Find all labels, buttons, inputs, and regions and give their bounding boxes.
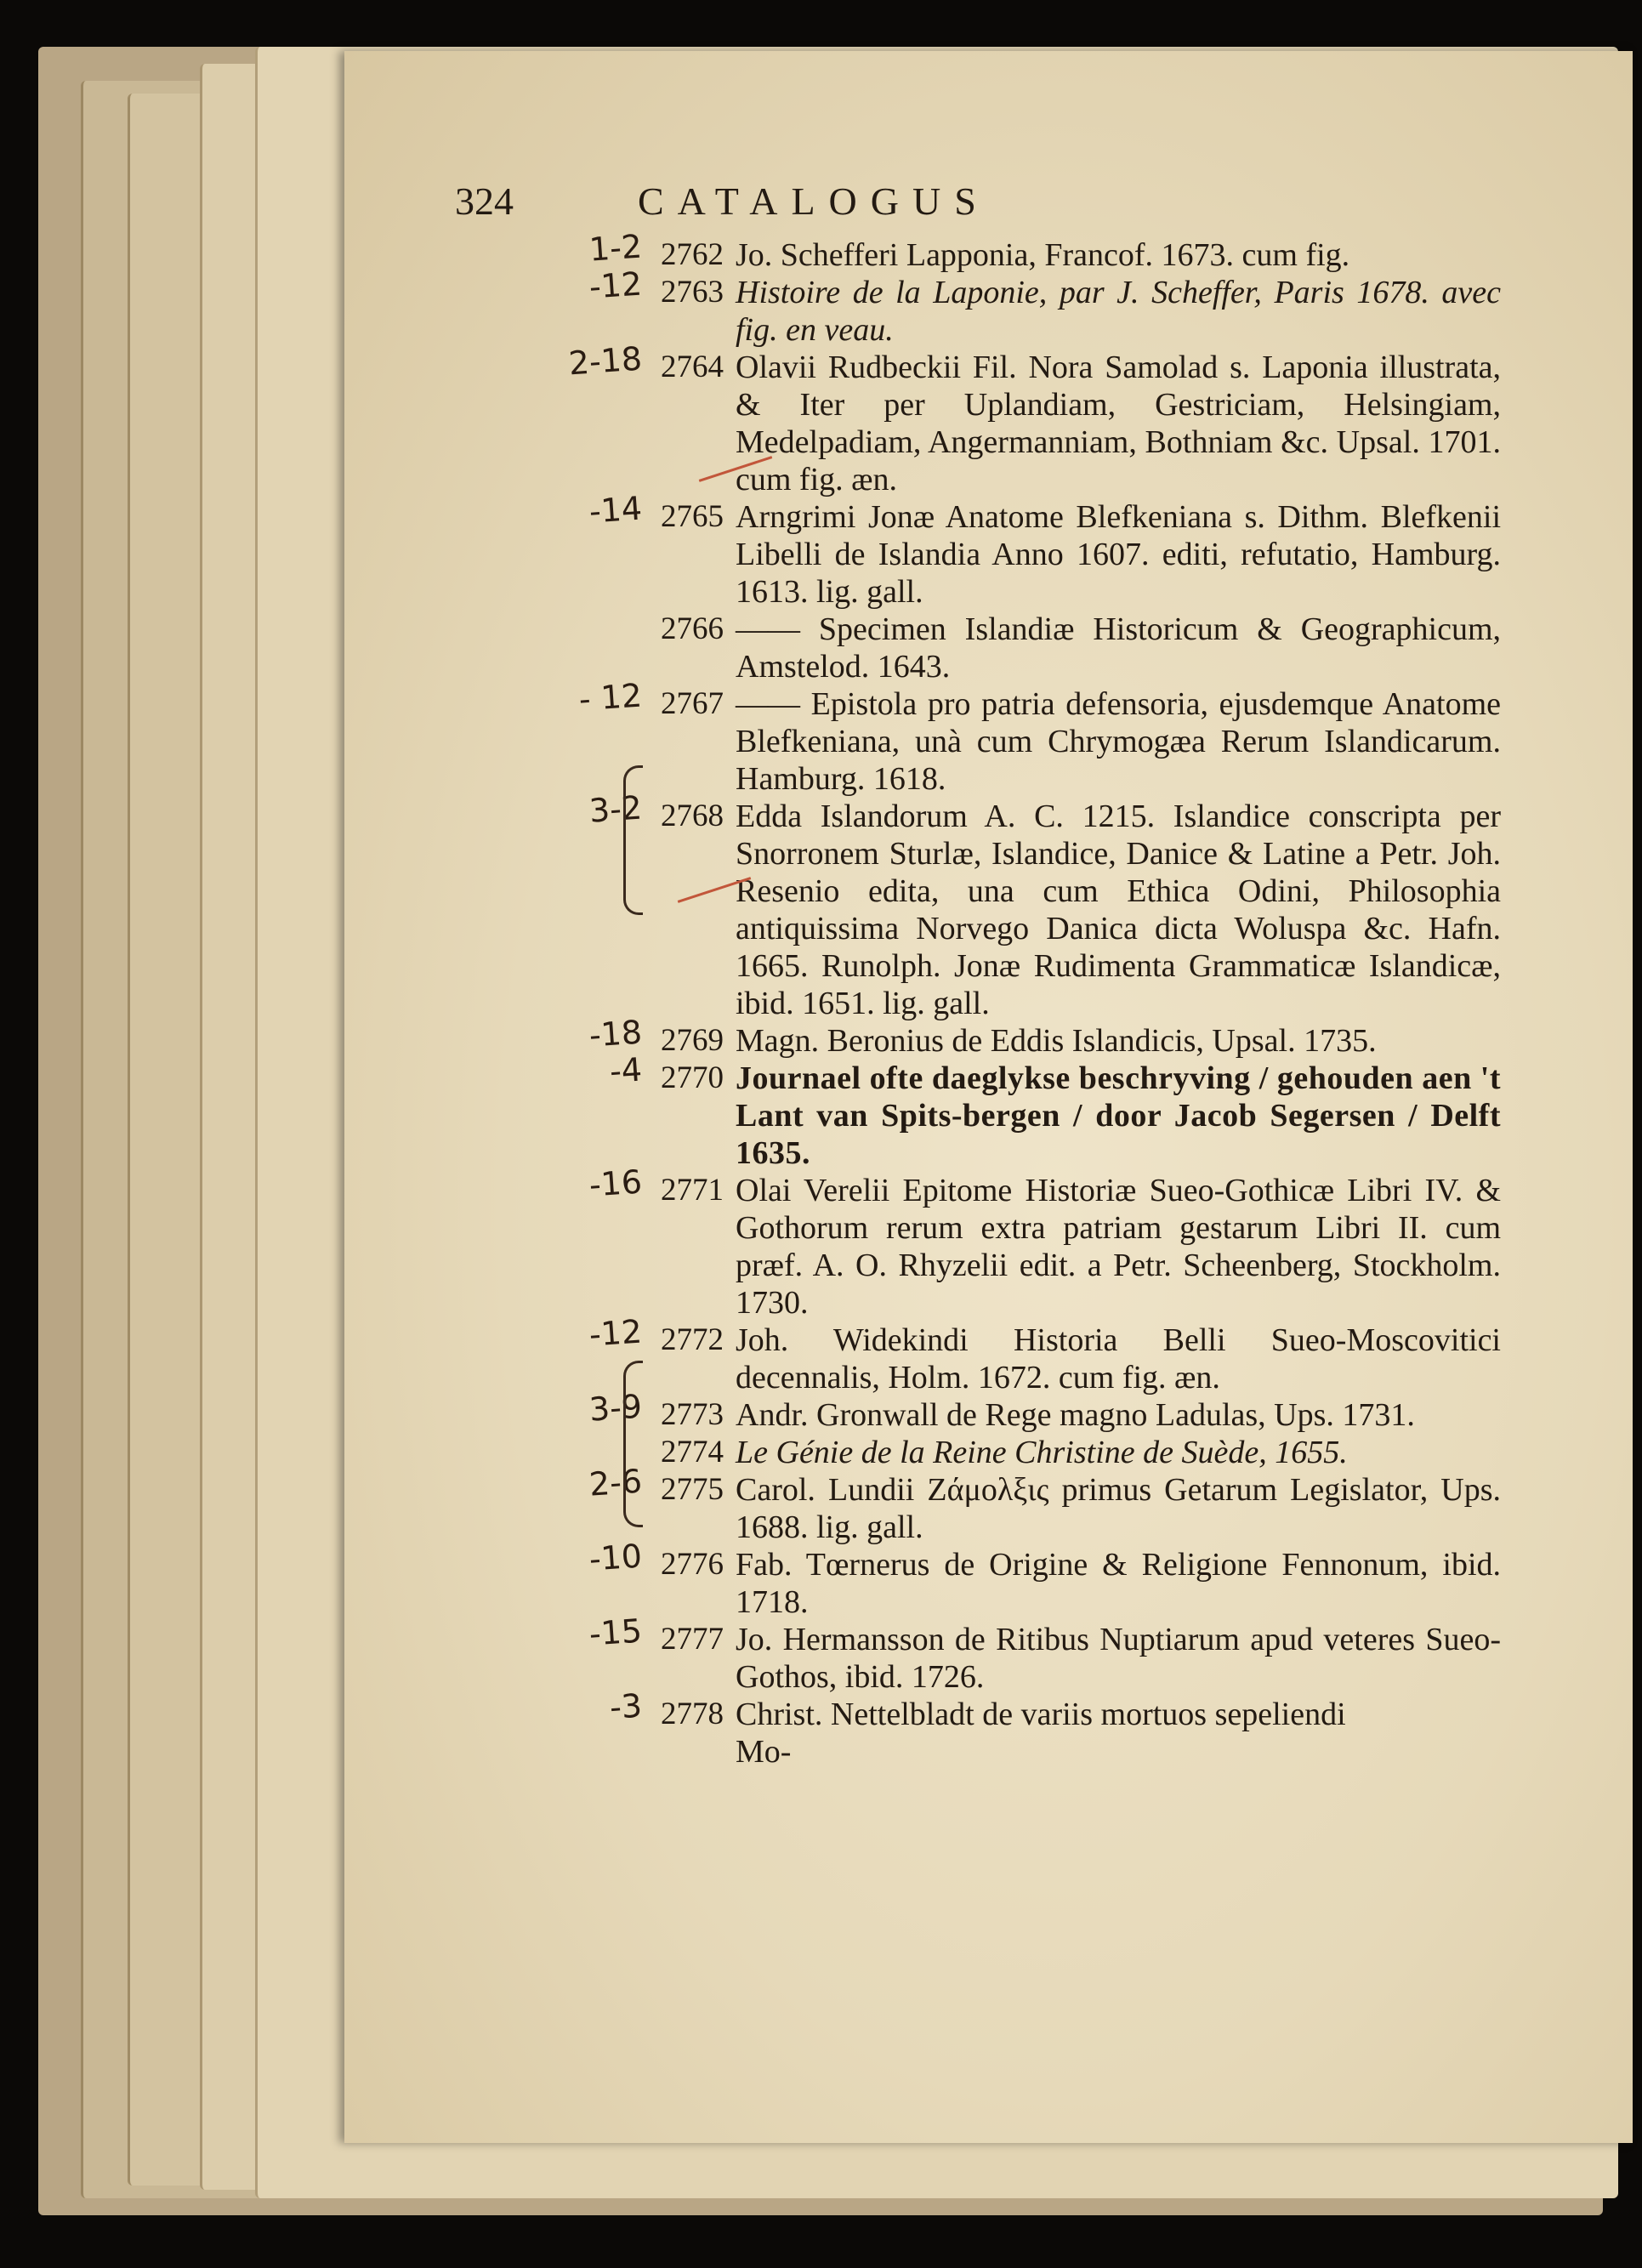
- entry-body: Arngrimi Jonæ Anatome Blefkeniana s. Dithm. Blefkenii Libelli de Islandia Anno 1607. editi, refutatio, Hamburg. 1613. lig. gall.: [736, 499, 1501, 610]
- entry-number: 2765: [661, 499, 724, 534]
- entry-number: 2767: [661, 686, 724, 721]
- catalogue-entry: [344, 264, 1633, 349]
- catalogue-entry: [344, 1611, 1633, 1696]
- catalogue-entry: [344, 676, 1633, 798]
- handwritten-note: -14: [588, 489, 644, 531]
- entry-text: [736, 1434, 1501, 1471]
- handwritten-note: 2-6: [588, 1462, 644, 1503]
- entry-number: 2771: [661, 1173, 724, 1208]
- handwritten-note: -12: [588, 1312, 644, 1354]
- handwritten-note: -18: [588, 1013, 644, 1054]
- handwritten-brace: [623, 765, 643, 915]
- entry-text: [736, 685, 1501, 798]
- entry-number: 2762: [661, 237, 724, 272]
- handwritten-note: -12: [588, 264, 644, 306]
- entry-body: Olavii Rudbeckii Fil. Nora Samolad s. Laponia illustrata, & Iter per Uplandiam, Gestriciam, Helsingiam, Medelpadiam, Angermanniam, Bothniam &c. Upsal. 1701. cum fig. æn.: [736, 350, 1501, 497]
- entry-number: 2778: [661, 1697, 724, 1731]
- entry-text: [736, 274, 1501, 349]
- catalogue-entry: [344, 1387, 1633, 1434]
- handwritten-note: -4: [608, 1050, 644, 1091]
- running-title: CATALOGUS: [638, 179, 990, 223]
- entry-body: Journael ofte daeglykse beschryving / gehouden aen 't Lant van Spits-bergen / door Jacob Segersen / Delft 1635.: [736, 1060, 1501, 1171]
- catalogue-page: [344, 51, 1633, 2143]
- entry-number: 2764: [661, 350, 724, 384]
- entry-number: 2768: [661, 799, 724, 833]
- entry-body: Carol. Lundii Ζάμολξις primus Getarum Legislator, Ups. 1688. lig. gall.: [736, 1472, 1501, 1545]
- entry-body: —— Epistola pro patria defensoria, ejusdemque Anatome Blefkeniana, unà cum Chrymogæa Rerum Islandicarum. Hamburg. 1618.: [736, 686, 1501, 797]
- entry-body: Edda Islandorum A. C. 1215. Islandice conscripta per Snorronem Sturlæ, Islandice, Danice & Latine a Petr. Joh. Resenio edita, una cum Ethica Odini, Philosophia antiquissima Norvego Danica dicta Woluspa &c. Hafn. 1665. Runolph. Jonæ Rudimenta Grammaticæ Islandicæ, ibid. 1651. lig. gall.: [736, 799, 1501, 1021]
- entry-body: Histoire de la Laponie, par J. Scheffer, Paris 1678. avec fig. en veau.: [736, 275, 1501, 348]
- entry-body: Joh. Widekindi Historia Belli Sueo-Moscovitici decennalis, Holm. 1672. cum fig. æn.: [736, 1322, 1501, 1395]
- entry-number: 2773: [661, 1397, 724, 1432]
- entry-body: Christ. Nettelbladt de variis mortuos sepeliendi: [736, 1697, 1346, 1732]
- catalogue-entry: [344, 788, 1633, 1022]
- catalogue-entry: [344, 227, 1633, 274]
- entry-body: Andr. Gronwall de Rege magno Ladulas, Ups. 1731.: [736, 1397, 1415, 1433]
- entry-number: 2776: [661, 1547, 724, 1582]
- handwritten-note: -10: [588, 1537, 644, 1578]
- entry-number: 2772: [661, 1322, 724, 1357]
- catalogue-entry: [344, 1162, 1633, 1322]
- entry-text: [736, 1022, 1501, 1060]
- catalogue-entry: [344, 1013, 1633, 1060]
- entry-body: Magn. Beronius de Eddis Islandicis, Upsal. 1735.: [736, 1023, 1377, 1059]
- entry-number: 2766: [661, 611, 724, 646]
- entry-number: 2775: [661, 1472, 724, 1507]
- entry-text: [736, 498, 1501, 611]
- entry-text: [736, 1471, 1501, 1546]
- entry-text: [736, 349, 1501, 498]
- handwritten-note: -15: [588, 1611, 644, 1653]
- catalogue-entries: [344, 227, 1633, 1771]
- entry-text: [736, 1621, 1501, 1696]
- handwritten-note: 3-2: [588, 788, 644, 830]
- handwritten-note: 1-2: [588, 227, 644, 269]
- catalogue-entry: [344, 1312, 1633, 1396]
- entry-text: [736, 1546, 1501, 1621]
- catchword: Mo-: [736, 1734, 792, 1770]
- entry-number: 2777: [661, 1622, 724, 1657]
- handwritten-note: 2-18: [567, 339, 644, 383]
- handwritten-note: -3: [608, 1686, 644, 1727]
- entry-body: Olai Verelii Epitome Historiæ Sueo-Gothicæ Libri IV. & Gothorum rerum extra patriam gestarum Libri II. cum præf. A. O. Rhyzelii edit. a Petr. Scheenberg, Stockholm. 1730.: [736, 1173, 1501, 1321]
- catalogue-entry: [344, 1434, 1633, 1471]
- entry-text: [736, 1696, 1501, 1771]
- entry-text: [736, 1060, 1501, 1172]
- entry-body: Jo. Hermansson de Ritibus Nuptiarum apud veteres Sueo-Gothos, ibid. 1726.: [736, 1622, 1501, 1695]
- catalogue-entry: [344, 1686, 1633, 1771]
- entry-number: 2770: [661, 1060, 724, 1095]
- entry-body: —— Specimen Islandiæ Historicum & Geographicum, Amstelod. 1643.: [736, 611, 1501, 685]
- entry-text: [736, 236, 1501, 274]
- entry-number: 2774: [661, 1435, 724, 1469]
- entry-text: [736, 1396, 1501, 1434]
- entry-body: Le Génie de la Reine Christine de Suède, 1655.: [736, 1435, 1348, 1470]
- entry-body: Jo. Schefferi Lapponia, Francof. 1673. cum fig.: [736, 237, 1350, 273]
- catalogue-entry: [344, 339, 1633, 498]
- handwritten-note: - 12: [577, 676, 644, 719]
- page-number: 324: [455, 179, 514, 223]
- catalogue-entry: [344, 1537, 1633, 1621]
- handwritten-note: 3-9: [588, 1387, 644, 1429]
- catalogue-entry: [344, 489, 1633, 611]
- entry-text: [736, 1322, 1501, 1396]
- catalogue-entry: [344, 1462, 1633, 1546]
- entry-number: 2763: [661, 275, 724, 310]
- entry-text: [736, 1172, 1501, 1322]
- catalogue-entry: [344, 611, 1633, 685]
- entry-body: Fab. Tœrnerus de Origine & Religione Fennonum, ibid. 1718.: [736, 1547, 1501, 1620]
- handwritten-brace: [623, 1361, 643, 1527]
- entry-text: [736, 611, 1501, 685]
- handwritten-note: -16: [588, 1162, 644, 1204]
- entry-text: [736, 798, 1501, 1022]
- entry-number: 2769: [661, 1023, 724, 1058]
- catalogue-entry: [344, 1050, 1633, 1172]
